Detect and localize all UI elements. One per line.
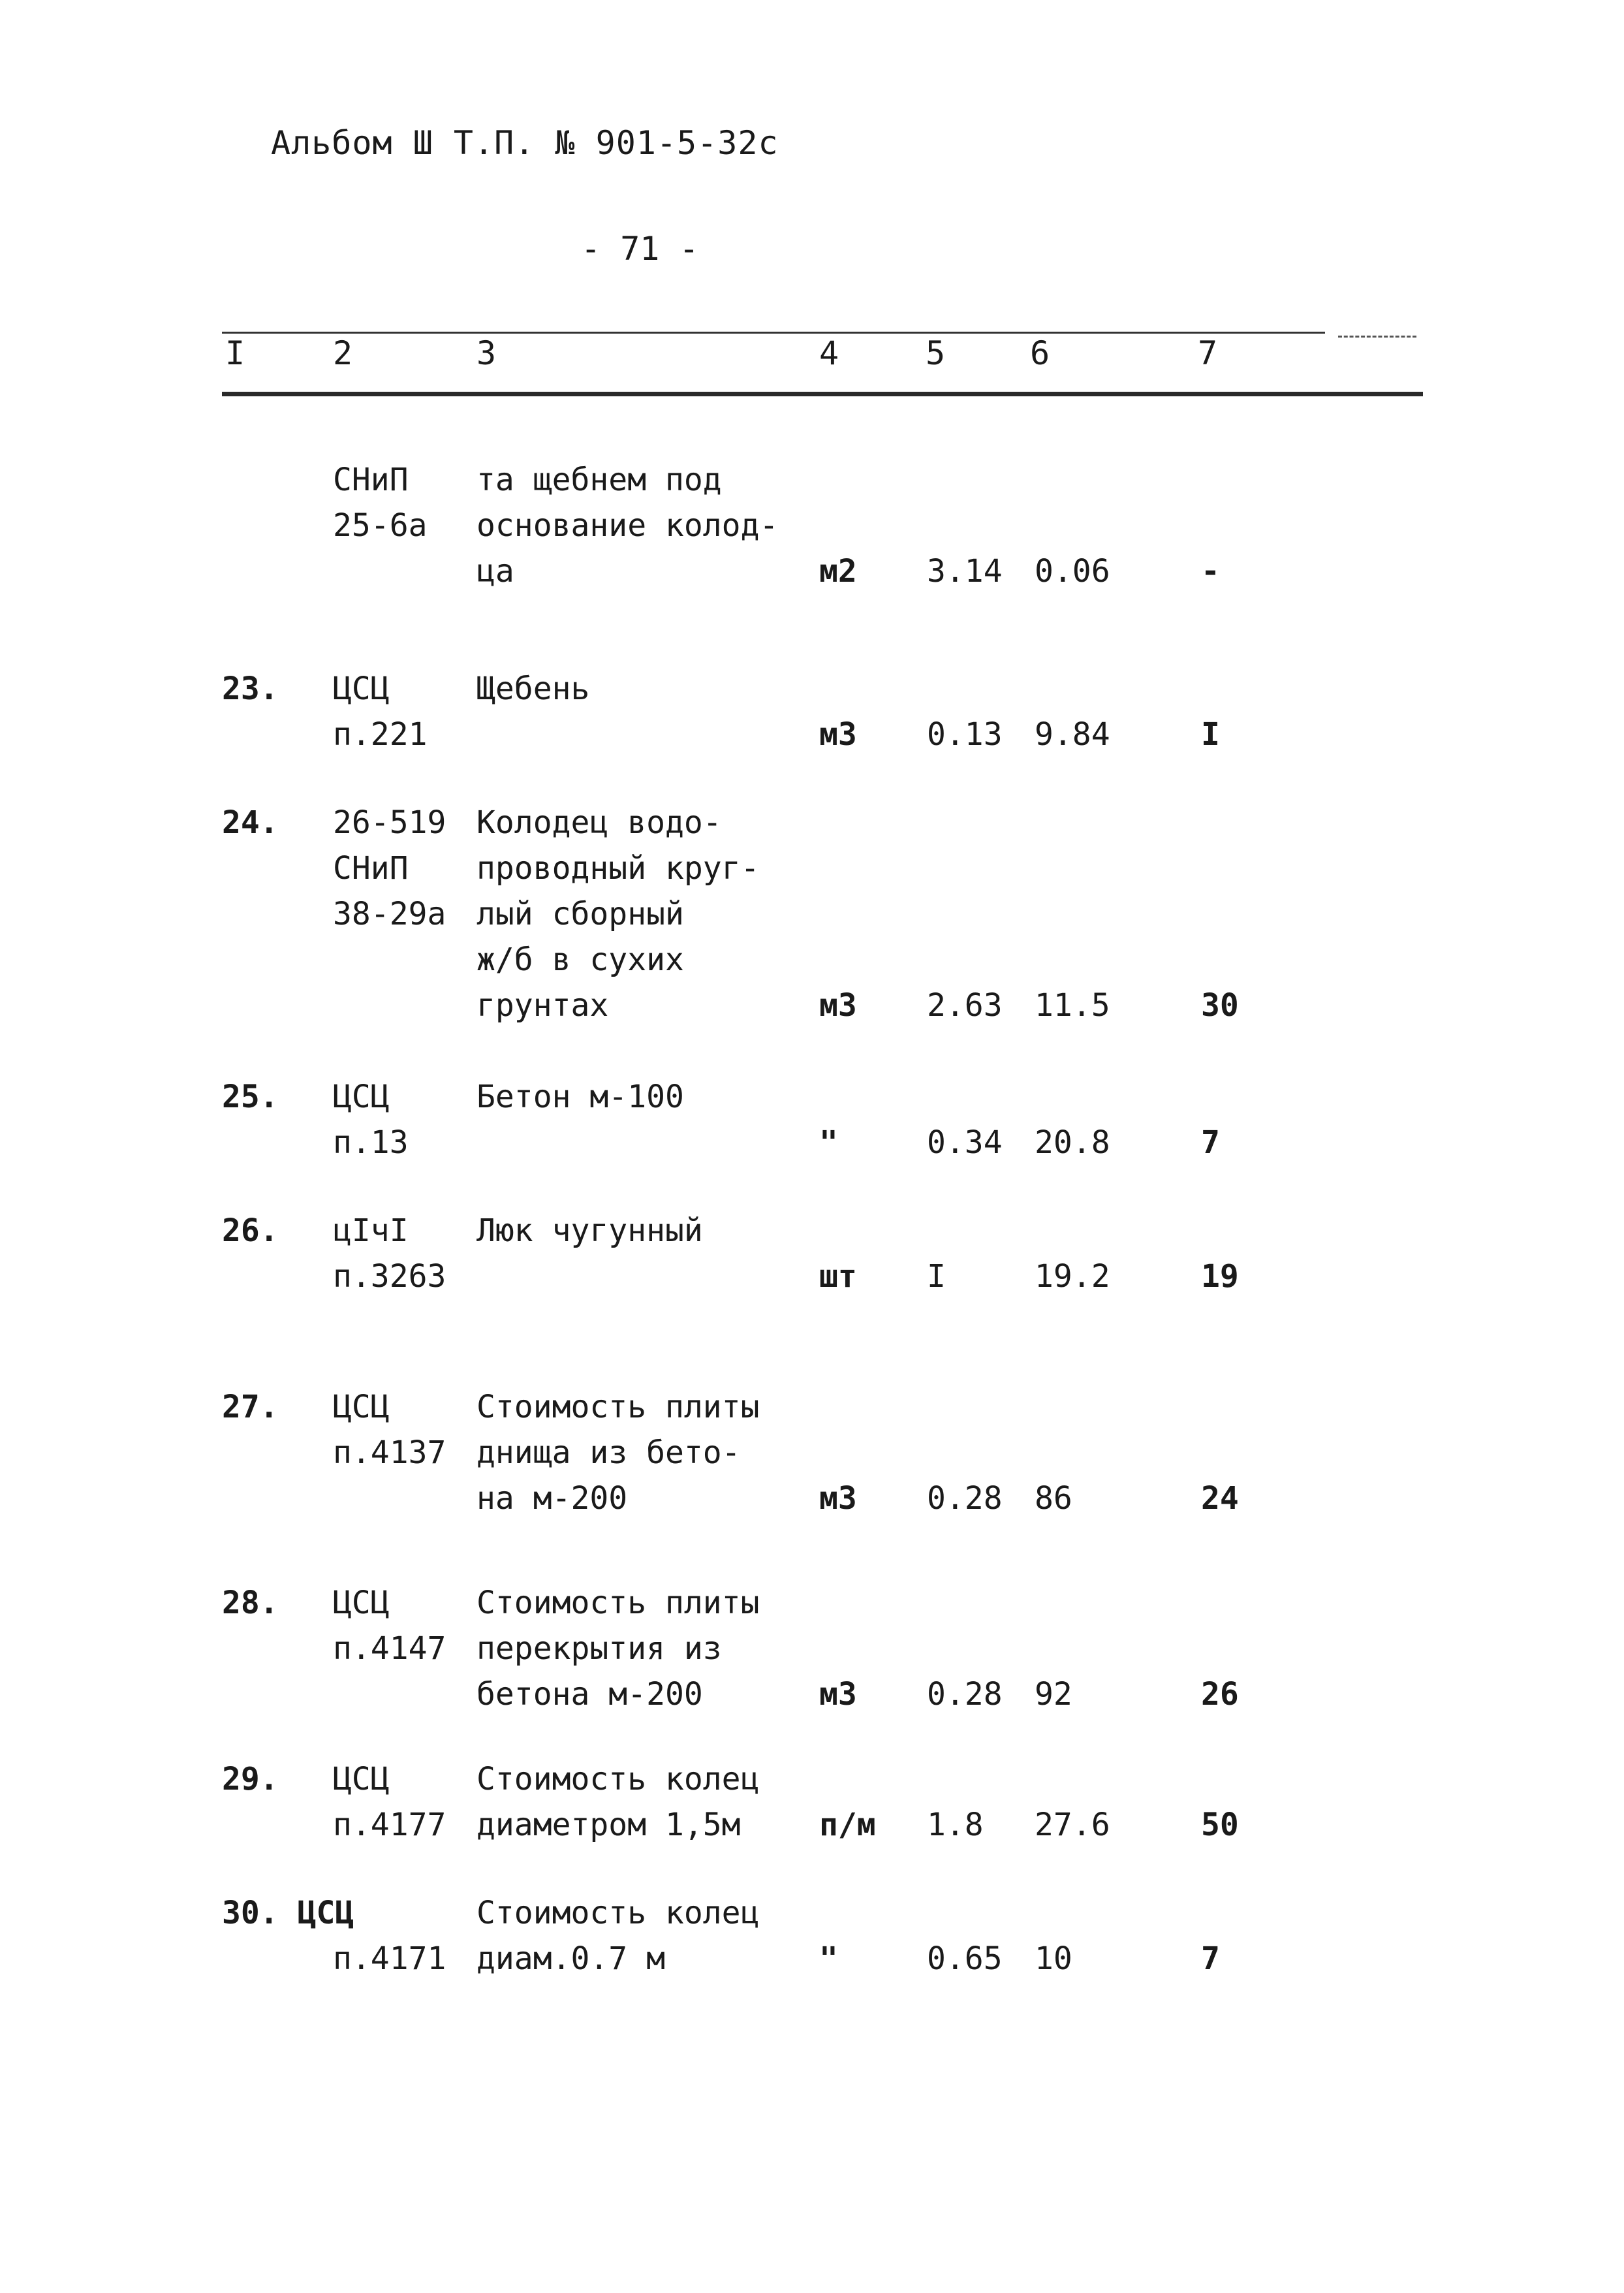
total-cost-cell: 7 <box>1201 1124 1220 1161</box>
norm-reference: СНиП <box>333 850 409 887</box>
unit-cell: м3 <box>819 987 857 1024</box>
column-header-3: 3 <box>476 334 497 372</box>
column-header-4: 4 <box>819 334 839 372</box>
unit-cell: м3 <box>819 716 857 753</box>
unit-price-cell: 0.06 <box>1035 553 1110 590</box>
item-description: перекрытия из <box>476 1630 722 1667</box>
column-header-1: I <box>225 334 245 372</box>
row-number: 24. <box>222 804 279 841</box>
unit-cell: м3 <box>819 1676 857 1713</box>
total-cost-cell: 30 <box>1201 987 1239 1024</box>
column-header-5: 5 <box>926 334 946 372</box>
unit-cell: " <box>819 1124 838 1161</box>
total-cost-cell: 26 <box>1201 1676 1239 1713</box>
item-description: Бетон м-100 <box>476 1079 684 1115</box>
unit-cell: шт <box>819 1258 857 1295</box>
unit-cell: м2 <box>819 553 857 590</box>
column-header-6: 6 <box>1030 334 1050 372</box>
unit-cell: " <box>819 1940 838 1977</box>
total-cost-cell: I <box>1201 716 1220 753</box>
item-description: ж/б в сухих <box>476 941 684 978</box>
norm-reference: СНиП <box>333 462 409 498</box>
page-number: - 71 - <box>581 230 699 268</box>
quantity-cell: 3.14 <box>927 553 1003 590</box>
unit-price-cell: 86 <box>1035 1480 1072 1517</box>
table-top-rule <box>222 332 1325 334</box>
unit-price-cell: 10 <box>1035 1940 1072 1977</box>
norm-reference: п.4147 <box>333 1630 446 1667</box>
column-header-2: 2 <box>333 334 353 372</box>
item-description: основание колод- <box>476 507 779 544</box>
quantity-cell: I <box>927 1258 946 1295</box>
unit-cell: п/м <box>819 1807 876 1843</box>
unit-price-cell: 9.84 <box>1035 716 1110 753</box>
norm-reference: 26-519 <box>333 804 446 841</box>
quantity-cell: 0.65 <box>927 1940 1003 1977</box>
norm-reference: ЦСЦ <box>333 671 390 707</box>
item-description: Стоимость колец <box>476 1761 760 1797</box>
item-description: та щебнем под <box>476 462 722 498</box>
quantity-cell: 0.28 <box>927 1480 1003 1517</box>
total-cost-cell: 7 <box>1201 1940 1220 1977</box>
item-description: лый сборный <box>476 896 684 932</box>
item-description: проводный круг- <box>476 850 760 887</box>
item-description: диаметром 1,5м <box>476 1807 741 1843</box>
norm-reference: п.3263 <box>333 1258 446 1295</box>
item-description: Стоимость плиты <box>476 1389 760 1425</box>
unit-price-cell: 20.8 <box>1035 1124 1110 1161</box>
total-cost-cell: - <box>1201 553 1220 590</box>
item-description: Люк чугунный <box>476 1212 703 1249</box>
album-header: Альбом Ш Т.П. № 901-5-32с <box>271 124 779 162</box>
item-description: Стоимость колец <box>476 1895 760 1931</box>
quantity-cell: 0.13 <box>927 716 1003 753</box>
norm-reference: п.4171 <box>333 1940 446 1977</box>
row-number: 23. <box>222 671 279 707</box>
table-top-dash <box>1338 336 1416 338</box>
item-description: грунтах <box>476 987 609 1024</box>
unit-cell: м3 <box>819 1480 857 1517</box>
norm-reference: п.4177 <box>333 1807 446 1843</box>
total-cost-cell: 19 <box>1201 1258 1239 1295</box>
item-description: ца <box>476 553 514 590</box>
table-header-rule <box>222 392 1423 396</box>
row-number: 26. <box>222 1212 279 1249</box>
norm-reference: ЦСЦ <box>333 1761 390 1797</box>
quantity-cell: 0.34 <box>927 1124 1003 1161</box>
unit-price-cell: 27.6 <box>1035 1807 1110 1843</box>
norm-reference: цIчI <box>333 1212 409 1249</box>
unit-price-cell: 92 <box>1035 1676 1072 1713</box>
item-description: Колодец водо- <box>476 804 722 841</box>
row-number: 29. <box>222 1761 279 1797</box>
item-description: Стоимость плиты <box>476 1585 760 1621</box>
row-number: 28. <box>222 1585 279 1621</box>
total-cost-cell: 50 <box>1201 1807 1239 1843</box>
unit-price-cell: 19.2 <box>1035 1258 1110 1295</box>
item-description: диам.0.7 м <box>476 1940 665 1977</box>
item-description: Щебень <box>476 671 590 707</box>
item-description: днища из бето- <box>476 1434 741 1471</box>
row-number: 27. <box>222 1389 279 1425</box>
norm-reference: п.221 <box>333 716 428 753</box>
norm-reference: 25-6а <box>333 507 428 544</box>
norm-reference: ЦСЦ <box>333 1585 390 1621</box>
total-cost-cell: 24 <box>1201 1480 1239 1517</box>
norm-reference: 38-29а <box>333 896 446 932</box>
item-description: бетона м-200 <box>476 1676 703 1713</box>
norm-reference: п.13 <box>333 1124 409 1161</box>
row-number: 25. <box>222 1079 279 1115</box>
norm-reference: ЦСЦ <box>333 1389 390 1425</box>
norm-reference: п.4137 <box>333 1434 446 1471</box>
row-number: 30. ЦСЦ <box>222 1895 354 1931</box>
norm-reference: ЦСЦ <box>333 1079 390 1115</box>
unit-price-cell: 11.5 <box>1035 987 1110 1024</box>
quantity-cell: 1.8 <box>927 1807 984 1843</box>
item-description: на м-200 <box>476 1480 628 1517</box>
quantity-cell: 2.63 <box>927 987 1003 1024</box>
quantity-cell: 0.28 <box>927 1676 1003 1713</box>
column-header-7: 7 <box>1198 334 1218 372</box>
